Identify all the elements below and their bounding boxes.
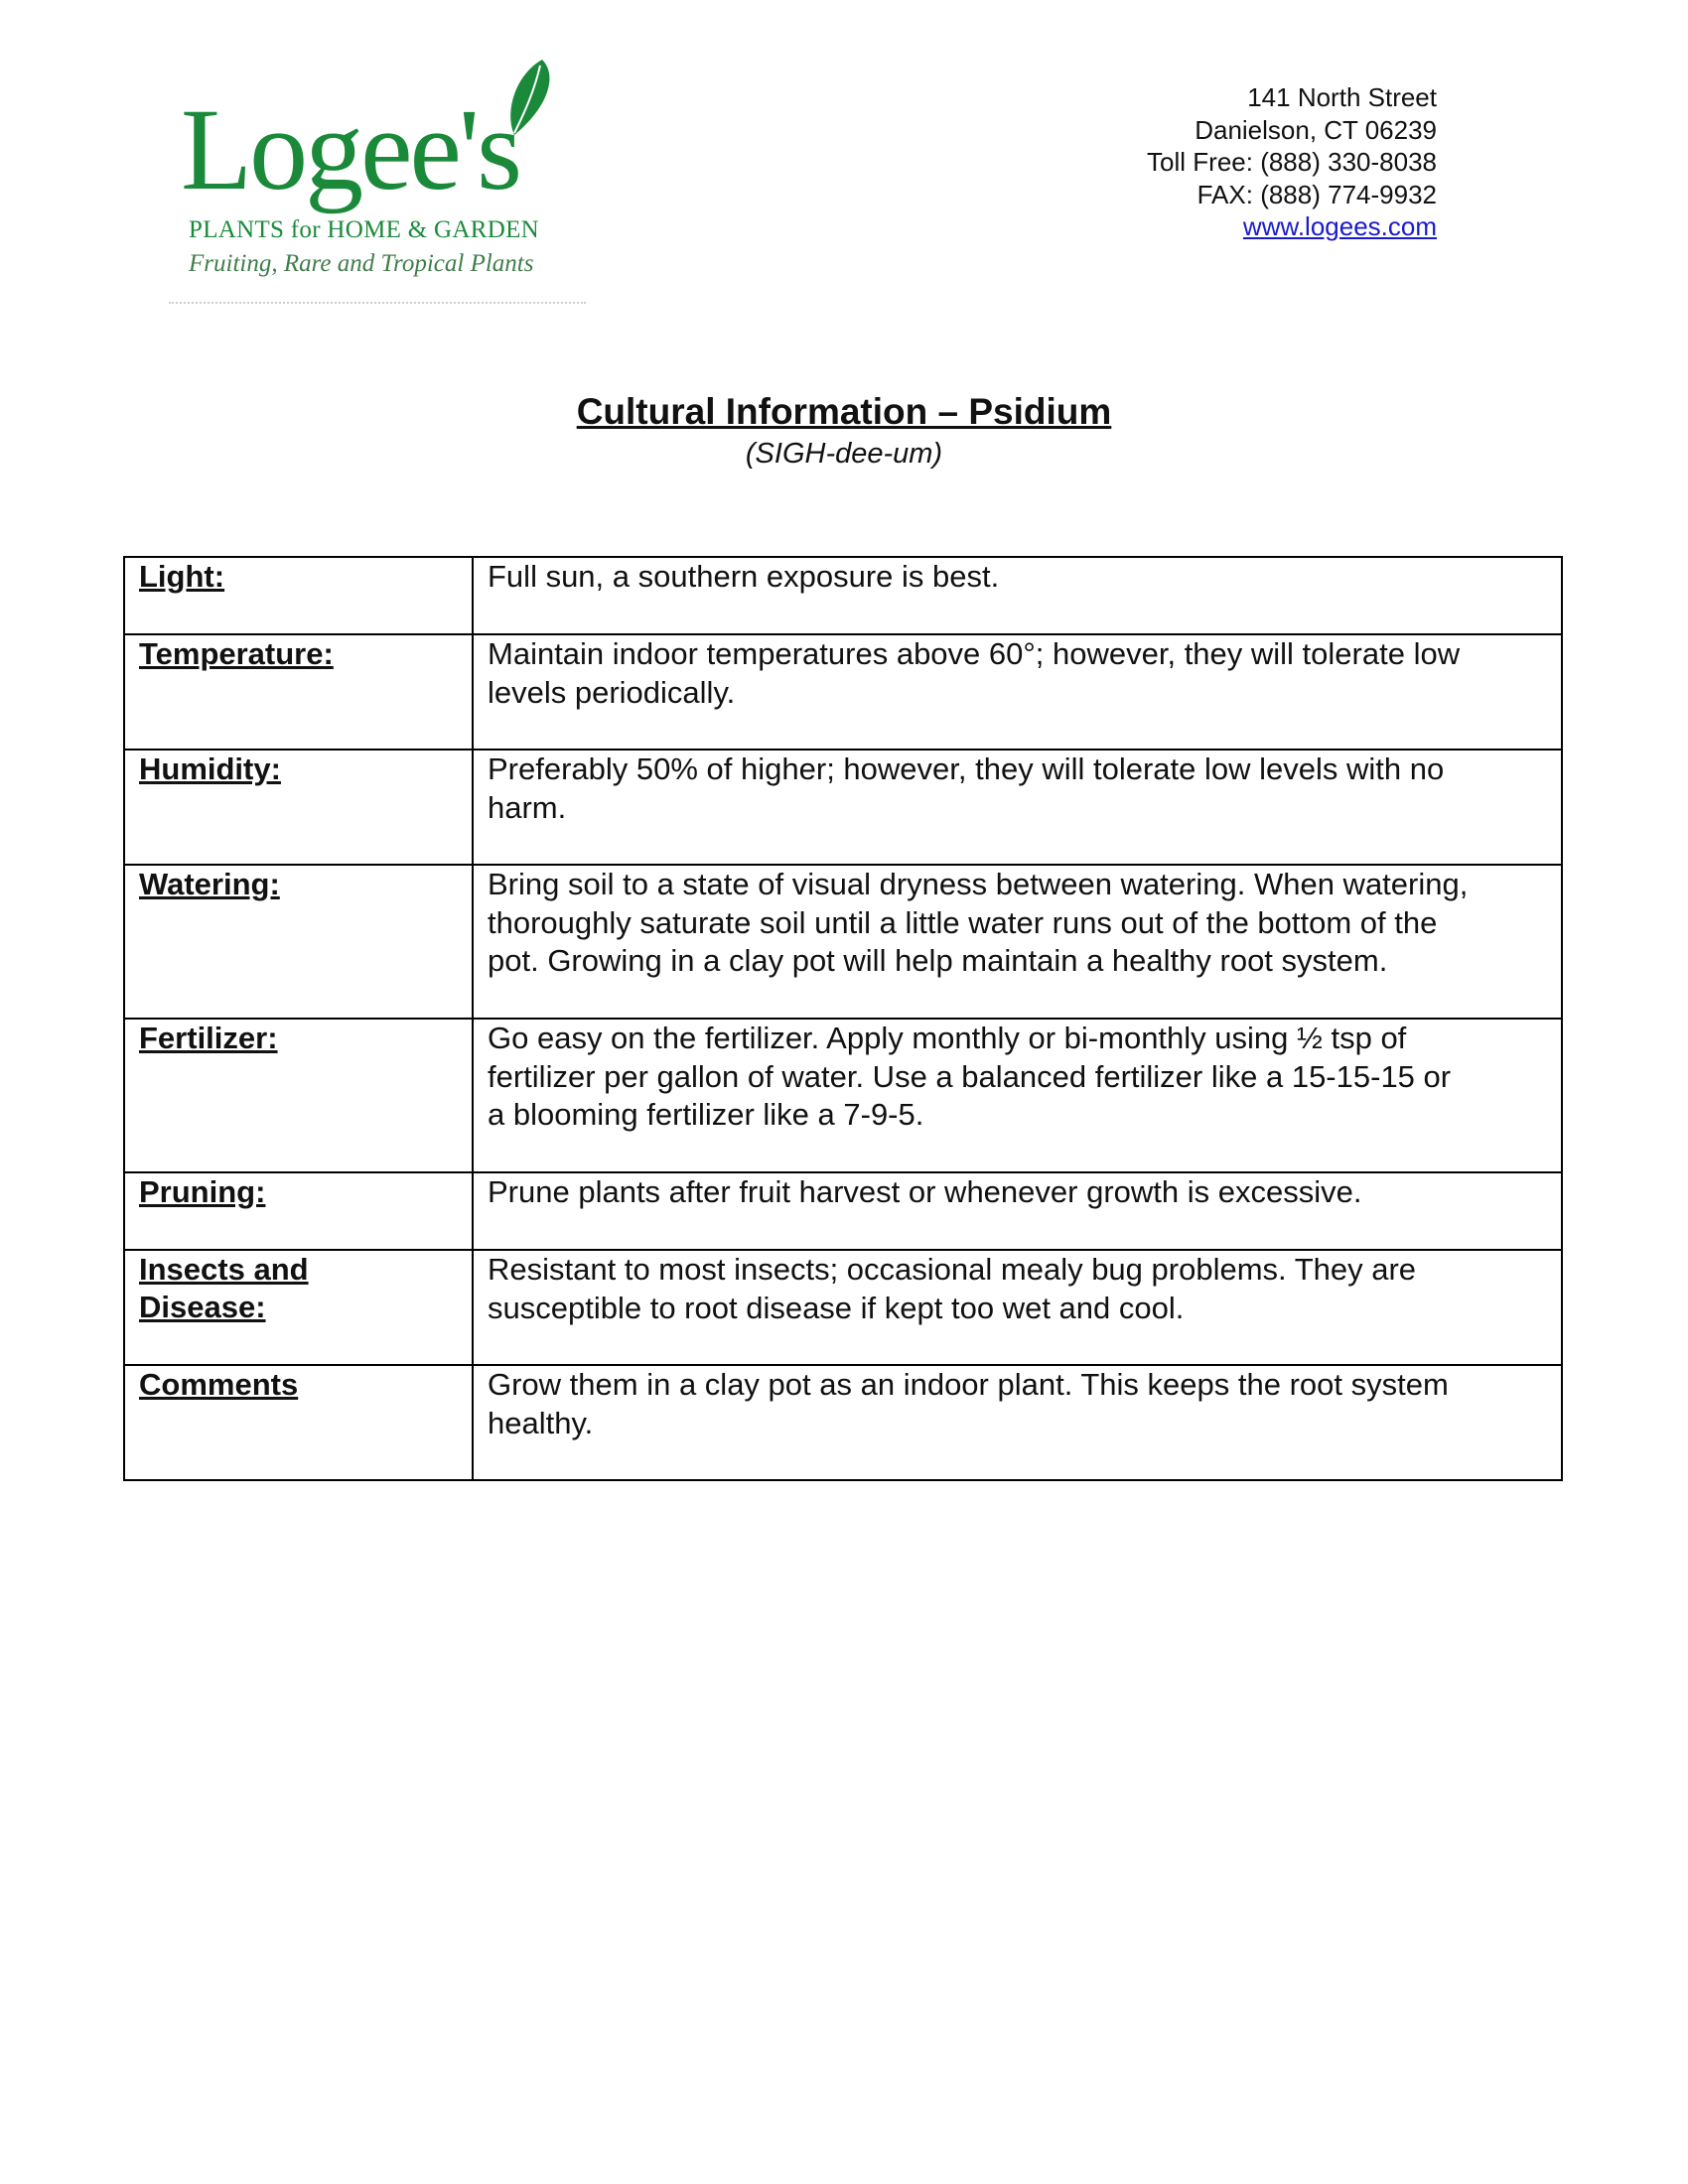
table-row bbox=[124, 865, 1562, 1019]
value-line: harm. bbox=[488, 789, 567, 825]
logo-wordmark: Logee's bbox=[181, 84, 520, 214]
company-address bbox=[1147, 81, 1437, 243]
row-value bbox=[473, 634, 1562, 750]
page-title: Cultural Information – Psidium bbox=[576, 391, 1112, 432]
logo-divider bbox=[169, 302, 586, 304]
website-link[interactable]: www.logees.com bbox=[1242, 211, 1437, 241]
value-line: susceptible to root disease if kept too wet and cool. bbox=[488, 1290, 1185, 1325]
care-table bbox=[123, 556, 1563, 1481]
address-street: 141 North Street bbox=[1247, 82, 1437, 112]
row-value bbox=[473, 750, 1562, 865]
table-row bbox=[124, 750, 1562, 865]
value-line: Resistant to most insects; occasional mealy bug problems. They are bbox=[488, 1252, 1417, 1287]
value-line: Grow them in a clay pot as an indoor plant. This keeps the root system bbox=[488, 1367, 1449, 1402]
table-row bbox=[124, 1172, 1562, 1250]
value-line: Full sun, a southern exposure is best. bbox=[488, 559, 1000, 594]
table-row bbox=[124, 634, 1562, 750]
fax-number: FAX: (888) 774-9932 bbox=[1196, 179, 1437, 209]
row-label: Comments bbox=[124, 1365, 473, 1480]
logo-subtagline: Fruiting, Rare and Tropical Plants bbox=[189, 250, 534, 277]
row-label bbox=[124, 1250, 473, 1365]
address-city: Danielson, CT 06239 bbox=[1195, 114, 1437, 145]
toll-free-phone: Toll Free: (888) 330-8038 bbox=[1147, 147, 1437, 177]
value-line: Bring soil to a state of visual dryness between watering. When watering, bbox=[488, 867, 1469, 901]
value-line: fertilizer per gallon of water. Use a balanced fertilizer like a 15-15-15 or bbox=[488, 1058, 1452, 1094]
row-value bbox=[473, 557, 1562, 634]
value-line: Prune plants after fruit harvest or whenever growth is excessive. bbox=[488, 1174, 1362, 1209]
table-row bbox=[124, 557, 1562, 634]
value-line: Go easy on the fertilizer. Apply monthly or bi-monthly using ½ tsp of bbox=[488, 1021, 1407, 1055]
row-value bbox=[473, 865, 1562, 1019]
row-label: Fertilizer: bbox=[124, 1019, 473, 1172]
row-value bbox=[473, 1365, 1562, 1480]
value-line: thoroughly saturate soil until a little water runs out of the bottom of the bbox=[488, 904, 1438, 940]
row-value bbox=[473, 1250, 1562, 1365]
table-row bbox=[124, 1019, 1562, 1172]
label-line: Disease: bbox=[139, 1290, 266, 1324]
value-line: a blooming fertilizer like a 7-9-5. bbox=[488, 1097, 924, 1132]
label-line: Insects and bbox=[139, 1252, 309, 1287]
row-value bbox=[473, 1019, 1562, 1172]
table-row bbox=[124, 1365, 1562, 1480]
row-label: Temperature: bbox=[124, 634, 473, 750]
row-label: Light: bbox=[124, 557, 473, 634]
row-label: Humidity: bbox=[124, 750, 473, 865]
pronunciation: (SIGH-dee-um) bbox=[745, 438, 943, 470]
value-line: Preferably 50% of higher; however, they will tolerate low levels with no bbox=[488, 751, 1445, 786]
value-line: Maintain indoor temperatures above 60°; however, they will tolerate low bbox=[488, 636, 1461, 671]
logees-logo bbox=[179, 58, 576, 306]
value-line: levels periodically. bbox=[488, 674, 736, 710]
logo-tagline: PLANTS for HOME & GARDEN bbox=[189, 216, 540, 243]
value-line: healthy. bbox=[488, 1405, 594, 1440]
row-label: Watering: bbox=[124, 865, 473, 1019]
row-label: Pruning: bbox=[124, 1172, 473, 1250]
value-line: pot. Growing in a clay pot will help maintain a healthy root system. bbox=[488, 943, 1388, 978]
table-row bbox=[124, 1250, 1562, 1365]
row-value bbox=[473, 1172, 1562, 1250]
